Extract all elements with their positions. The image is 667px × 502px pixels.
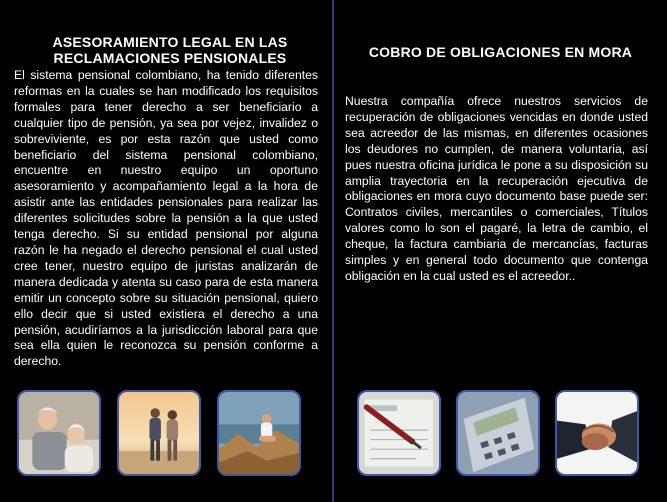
calculator-photo bbox=[456, 390, 540, 476]
debt-collection-body: Nuestra compañía ofrece nuestros servicios de recuperación de obligaciones vencidas en donde usted sea acreedor de las mismas, en diferentes ocasiones los deudores no cumplen, de manera voluntaria, así pues nuestra oficina jurídica le pone a su disposición su amplia trayectoria en la recuperación ejecutiva de obligaciones en mora cuyo documento base puede ser: Contratos civiles, mercantiles o comerciales, Títulos valores como lo son el pagaré, la letra de cambio, el cheque, la factura cambiaria de mercancías, facturas simples y en general todo documento que contenga obligación en la cual usted es el acreedor.. bbox=[345, 94, 648, 283]
legal-advice-panel bbox=[0, 0, 332, 502]
debt-collection-title: COBRO DE OBLIGACIONES EN MORA bbox=[368, 44, 633, 60]
elderly-couple-photo bbox=[17, 390, 101, 476]
woman-on-rocks-photo bbox=[217, 390, 301, 476]
pen-on-document-photo bbox=[357, 390, 441, 476]
legal-advice-title: ASESORAMIENTO LEGAL EN LAS RECLAMACIONES PENSIONALES bbox=[52, 34, 288, 66]
handshake-photo bbox=[555, 390, 639, 476]
couple-walking-beach-photo bbox=[117, 390, 201, 476]
legal-advice-body: El sistema pensional colombiano, ha tenido diferentes reformas en la cuales se han modificado los requisitos formales para tener derecho a ser beneficiario a cualquier tipo de pensión, ya sea por vejez, invalidez o sobreviviente, es por esta razón que usted como beneficiario del sistema pensional colombiano, encuentre en nuestro equipo un oportuno asesoramiento y acompañamiento legal a la hora de asistir ante las entidades pensionales para realizar las diferentes solicitudes sobre la pensión a la que usted tenga derecho. Si su entidad pensional por alguna razón le ha negado el derecho pensional el cual usted cree tener, nuestro equipo de juristas analizarán de manera dedicada y atenta su caso para de esta manera emitir un concepto sobre su situación pensional, quiero ello decir que si usted existiera el derecho a una pensión, acudiríamos a la jurisdicción laboral para que sea ella quien le reconozca su pensión conforme a derecho. bbox=[14, 68, 318, 369]
debt-collection-panel bbox=[334, 0, 667, 502]
